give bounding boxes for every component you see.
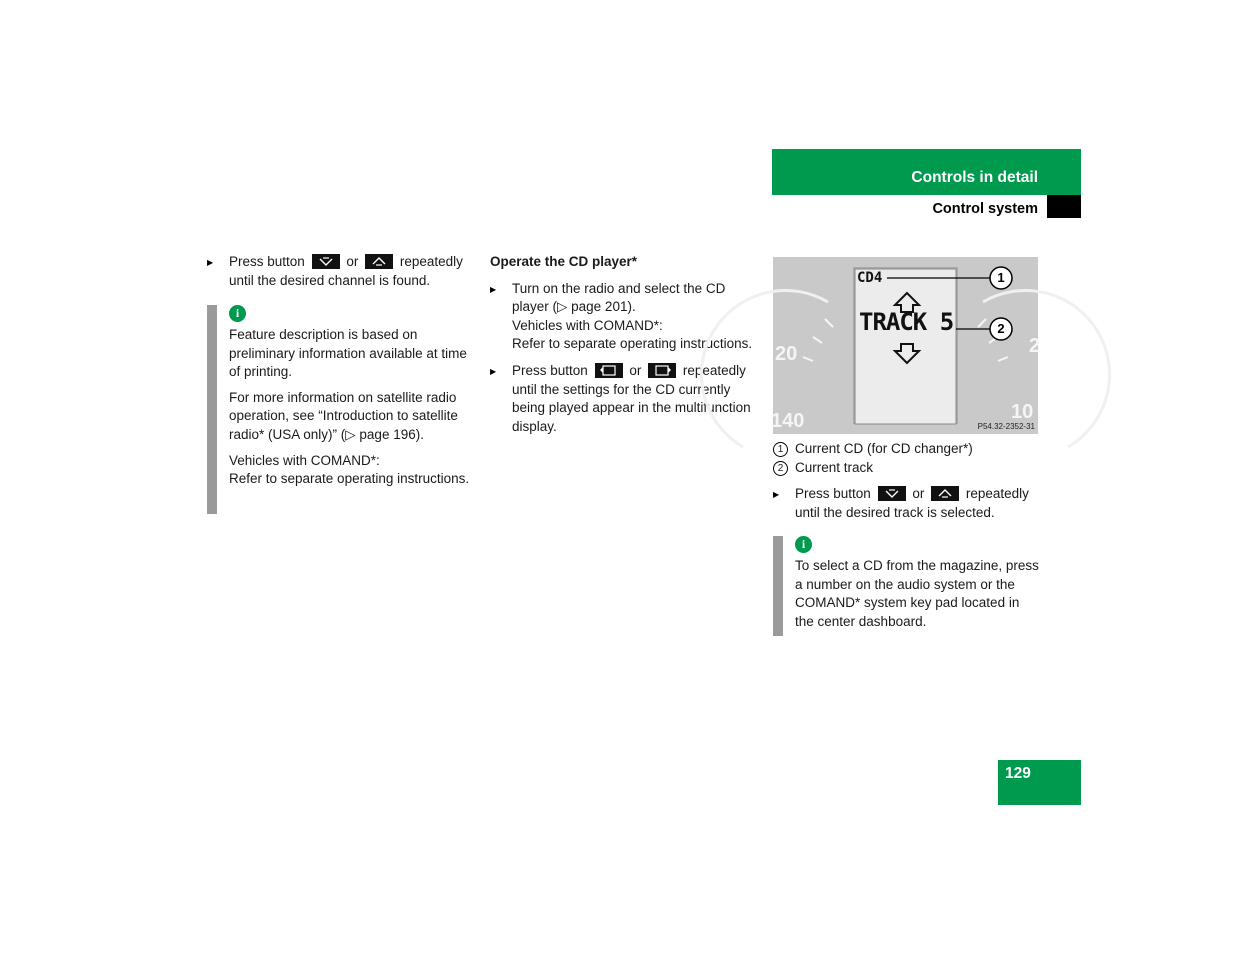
- cd-player-heading: Operate the CD player*: [490, 254, 638, 269]
- callout-2: 2: [997, 321, 1005, 336]
- display-track-label: TRACK 5: [859, 308, 954, 336]
- info-text-preliminary: Feature description is based on preliminary information available at time of printing.: [229, 327, 467, 380]
- page-number: 129: [1005, 765, 1031, 782]
- arrow-up-button-icon: [365, 254, 393, 269]
- step-select-track: ▶ Press button or repeatedly until the desired track is selected.: [773, 485, 1043, 522]
- subsection-marker: [1047, 195, 1081, 218]
- legend-item-current-track: 2 Current track: [773, 459, 1043, 478]
- step-turn-on-radio: ▶ Turn on the radio and select the CD player (▷ page 201). Vehicles with COMAND*: Refer to separate operating instructions.: [490, 280, 755, 354]
- page-number-box: [998, 760, 1081, 805]
- callout-1: 1: [997, 270, 1005, 285]
- gauge-label-2: 2: [1029, 335, 1041, 357]
- legend-item-current-cd: 1 Current CD (for CD changer*): [773, 440, 1043, 459]
- info-text-comand: Vehicles with COMAND*: Refer to separate operating instructions.: [229, 452, 470, 487]
- arrow-down-button-icon: [878, 486, 906, 501]
- step-press-display-buttons: ▶ Press button or repeatedly until the settings for the CD currently being played appear in the multifunction display.: [490, 362, 755, 436]
- info-box-cd-magazine: [773, 536, 1040, 636]
- column-1: [207, 253, 472, 290]
- figure-code: P54.32-2352-31: [977, 422, 1035, 431]
- display-forward-button-icon: [648, 363, 676, 378]
- instrument-cluster-figure: [771, 257, 1041, 434]
- gauge-label-10: 10: [1011, 401, 1034, 423]
- arrow-down-button-icon: [312, 254, 340, 269]
- header-section-bar: [772, 149, 1081, 195]
- info-icon: i: [229, 305, 246, 322]
- header-subsection-bar: [772, 195, 1081, 218]
- info-text-magazine: To select a CD from the magazine, press a number on the audio system or the COMAND* system key pad located in the center dashboard.: [795, 558, 1039, 629]
- gauge-label-140: 140: [771, 410, 805, 432]
- display-back-button-icon: [595, 363, 623, 378]
- step-select-channel: ▶ Press button or repeatedly until the desired channel is found.: [207, 253, 472, 290]
- column-2: [490, 253, 755, 436]
- info-icon: i: [795, 536, 812, 553]
- section-title: Controls in detail: [911, 169, 1038, 186]
- figure-legend: [773, 440, 1043, 522]
- info-text-satellite-ref: For more information on satellite radio operation, see “Introduction to satellite radio* (USA only)” (▷ page 196).: [229, 389, 458, 442]
- arrow-up-button-icon: [931, 486, 959, 501]
- display-cd-label: CD4: [857, 270, 883, 286]
- info-box-satellite: [207, 305, 472, 514]
- subsection-title: Control system: [932, 201, 1038, 217]
- gauge-label-20: 20: [775, 343, 798, 365]
